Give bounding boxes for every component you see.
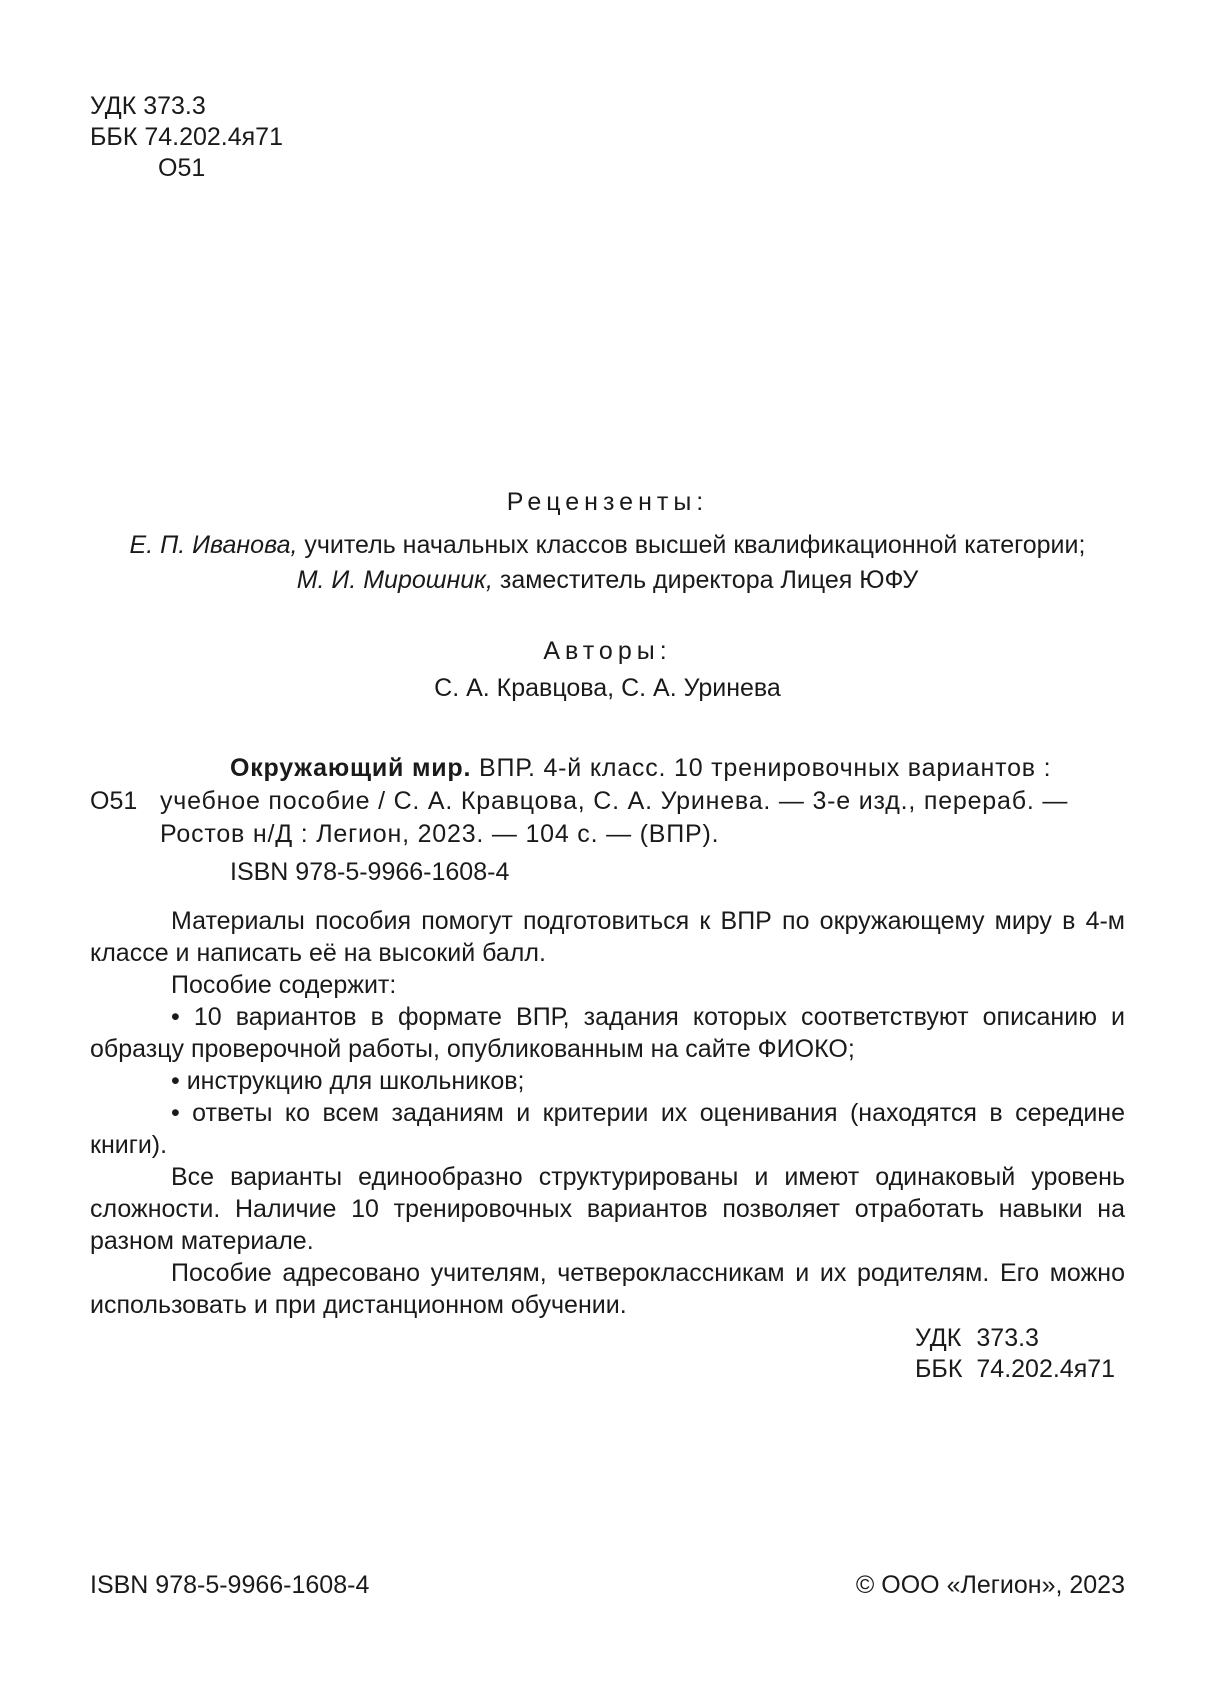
description-paragraph: Пособие содержит: [171, 971, 397, 999]
description-paragraph: Все варианты единообразно структурированы и имеют одинаковый уровень сложности. Наличие 10 тренировочных вариантов позволяет отработать навыки на разном материале. [90, 1163, 1125, 1255]
top-classification-codes [90, 91, 283, 184]
udk-code: УДК 373.3 [90, 92, 206, 120]
bib-author-mark: О51 [90, 787, 138, 815]
copyright: © ООО «Легион», 2023 [855, 1571, 1125, 1599]
udk-label: УДК [915, 1324, 962, 1352]
description-paragraph: Материалы пособия помогут подготовиться к ВПР по окружающему миру в 4-м классе и написать её на высокий балл. [90, 907, 1125, 967]
bib-line-2: учебное пособие / С. А. Кравцова, С. А. Уринева. — 3-е изд., перераб. — [160, 787, 1069, 815]
reviewers-heading: Рецензенты: [506, 488, 709, 516]
description [90, 905, 1125, 1321]
bib-line-3: Ростов н/Д : Легион, 2023. — 104 с. — (ВПР). [160, 820, 720, 848]
reviewer-2 [90, 565, 1125, 596]
reviewer-2-role: заместитель директора Лицея ЮФУ [492, 566, 919, 594]
reviewer-1-role: учитель начальных классов высшей квалификационной категории; [297, 531, 1086, 559]
list-item: • инструкцию для школьников; [171, 1067, 525, 1095]
author-mark: О51 [158, 154, 206, 182]
authors-names: С. А. Кравцова, С. А. Уринева [434, 674, 781, 702]
isbn-middle: ISBN 978-5-9966-1608-4 [230, 858, 510, 886]
reviewer-1 [90, 530, 1125, 561]
description-paragraph: Пособие адресовано учителям, четвероклассникам и их родителям. Его можно использовать и при дистанционном обучении. [90, 1259, 1125, 1319]
bbk-value: 74.202.4я71 [976, 1355, 1116, 1383]
bbk-code: ББК 74.202.4я71 [90, 123, 283, 151]
reviewer-1-name: Е. П. Иванова, [129, 531, 298, 559]
bib-line-1: Окружающий мир. ВПР. 4-й класс. 10 тренировочных вариантов : [230, 754, 1052, 782]
list-item: • 10 вариантов в формате ВПР, задания которых соответствуют описанию и образцу проверочной работы, опубликованным на сайте ФИОКО; [90, 1003, 1125, 1063]
book-title: Окружающий мир. [230, 754, 472, 782]
isbn-footer: ISBN 978-5-9966-1608-4 [90, 1571, 370, 1599]
udk-value: 373.3 [976, 1324, 1039, 1352]
reviewer-2-name: М. И. Мирошник, [296, 566, 493, 594]
list-item: • ответы ко всем заданиям и критерии их оценивания (находятся в середине книги). [90, 1099, 1125, 1159]
bottom-classification-codes [915, 1323, 1115, 1385]
authors-heading: Авторы: [543, 637, 672, 665]
bbk-label: ББК [915, 1355, 963, 1383]
